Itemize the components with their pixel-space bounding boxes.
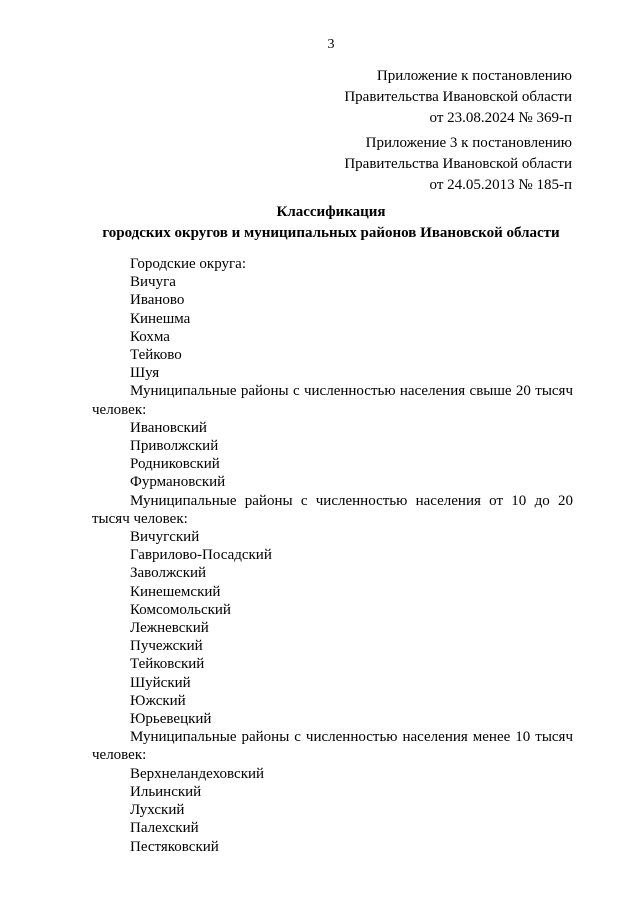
list-item: Кинешма (130, 310, 191, 327)
document-title (0, 202, 640, 244)
list-item: Лежневский (130, 620, 209, 637)
list-item: Вичугский (130, 529, 200, 546)
list-item: Ильинский (130, 783, 202, 800)
list-item: Комсомольский (130, 601, 231, 618)
list-item: Заволжский (130, 565, 207, 582)
list-item: Пестяковский (130, 838, 219, 855)
list-item: Иваново (130, 292, 185, 309)
list-item: Пучежский (130, 638, 203, 655)
list-item: Кохма (130, 328, 170, 345)
list-item: Шуя (130, 365, 160, 382)
list-item: Приволжский (130, 438, 219, 455)
group-heading-10k-20k: Муниципальные районы с численностью населения от 10 до 20 тысяч человек: (92, 492, 573, 527)
appendix-line: Правительства Ивановской области (344, 156, 572, 172)
group-heading-under-10k: Муниципальные районы с численностью населения менее 10 тысяч человек: (92, 729, 573, 764)
list-item: Фурмановский (130, 474, 226, 491)
list-item: Кинешемский (130, 583, 221, 600)
list-item: Гаврилово-Посадский (130, 547, 272, 564)
list-item: Тейково (130, 347, 182, 364)
appendix-header-original (344, 133, 572, 196)
list-item: Шуйский (130, 674, 191, 691)
list-item: Верхнеландеховский (130, 765, 265, 782)
appendix-line: от 23.08.2024 № 369-п (429, 110, 572, 126)
title-line: Классификация (276, 204, 386, 220)
list-item: Лухский (130, 802, 185, 819)
appendix-line: Правительства Ивановской области (344, 89, 572, 105)
page-number: 3 (327, 37, 335, 52)
list-item: Палехский (130, 820, 199, 837)
appendix-line: от 24.05.2013 № 185-п (429, 177, 572, 193)
appendix-line: Приложение к постановлению (376, 68, 572, 84)
list-item: Родниковский (130, 456, 220, 473)
classification-list (92, 255, 573, 856)
list-item: Тейковский (130, 656, 205, 673)
appendix-line: Приложение 3 к постановлению (365, 135, 572, 151)
group-heading-over-20k: Муниципальные районы с численностью населения свыше 20 тысяч человек: (92, 383, 573, 418)
list-item: Вичуга (130, 274, 176, 291)
list-item: Южский (130, 692, 186, 709)
group-heading-city-districts: Городские округа: (130, 256, 247, 272)
list-item: Юрьевецкий (130, 711, 212, 728)
list-item: Ивановский (130, 419, 207, 436)
appendix-header-current (344, 66, 572, 129)
title-line: городских округов и муниципальных районов Ивановской области (102, 225, 560, 241)
